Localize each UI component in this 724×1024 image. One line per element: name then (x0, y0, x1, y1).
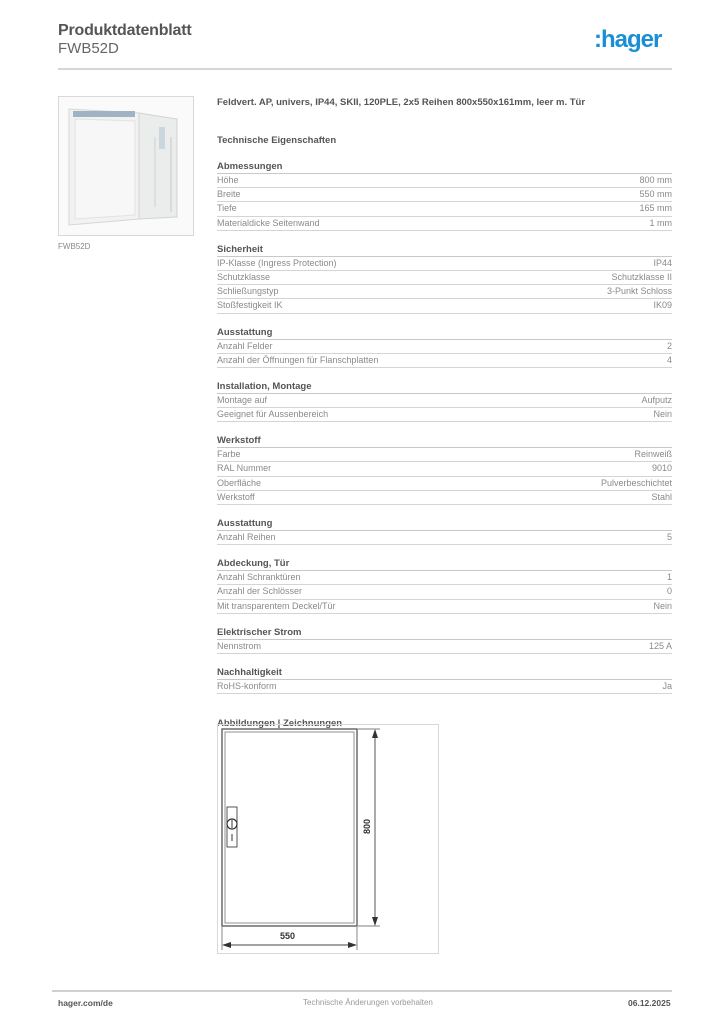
spec-row (217, 462, 672, 476)
section-title: Installation, Montage (217, 380, 672, 394)
spec-label: Oberfläche (217, 477, 262, 488)
cabinet-drawing-icon (218, 725, 438, 953)
section-title: Abmessungen (217, 160, 672, 174)
spec-value: Aufputz (641, 394, 672, 405)
spec-row (217, 640, 672, 654)
spec-value: Ja (662, 680, 672, 691)
tech-heading: Technische Eigenschaften (217, 135, 337, 146)
spec-section (217, 243, 672, 314)
spec-label: Werkstoff (217, 491, 255, 502)
section-title: Ausstattung (217, 517, 672, 531)
spec-value: 2 (666, 340, 672, 351)
section-title: Elektrischer Strom (217, 626, 672, 640)
section-title: Nachhaltigkeit (217, 666, 672, 680)
dimension-drawing (217, 724, 439, 954)
spec-row (217, 271, 672, 285)
spec-label: Anzahl Reihen (217, 532, 276, 542)
spec-row (217, 408, 672, 422)
figures-heading: Abbildungen | Zeichnungen (217, 718, 343, 730)
main-content (217, 96, 672, 729)
spec-label: Anzahl Schranktüren (217, 572, 301, 583)
spec-label: Anzahl Felder (217, 340, 273, 351)
spec-row (217, 680, 672, 694)
spec-label: Höhe (217, 175, 239, 185)
spec-value: 1 mm (649, 217, 672, 228)
spec-value: 9010 (651, 463, 672, 474)
spec-label: Geeignet für Aussenbereich (217, 409, 329, 420)
spec-label: Stoßfestigkeit IK (217, 300, 283, 311)
spec-label: Schließungstyp (217, 286, 279, 297)
spec-sections (217, 160, 672, 694)
spec-value: Stahl (651, 491, 672, 502)
spec-value: 1 (666, 572, 672, 583)
spec-value: Schutzklasse II (611, 271, 672, 282)
footer-website-link[interactable]: hager.com/de (58, 998, 113, 1008)
section-title: Werkstoff (217, 434, 672, 448)
spec-section (217, 517, 672, 545)
spec-section (217, 557, 672, 614)
spec-value: 800 mm (639, 175, 672, 185)
spec-label: Materialdicke Seitenwand (217, 217, 320, 228)
spec-value: Reinweiß (634, 449, 672, 460)
footer-notice: Technische Änderungen vorbehalten (303, 998, 433, 1007)
header-divider (58, 68, 672, 70)
hager-logo: :hager (594, 26, 662, 53)
spec-label: Schutzklasse (217, 271, 271, 282)
spec-label: RAL Nummer (217, 463, 272, 474)
page-title: Produktdatenblatt (58, 22, 192, 39)
section-title: Ausstattung (217, 326, 672, 340)
spec-label: Anzahl der Schlösser (217, 586, 303, 597)
spec-row (217, 202, 672, 216)
spec-label: Nennstrom (217, 640, 262, 651)
spec-value: IK09 (653, 300, 672, 311)
spec-row (217, 491, 672, 505)
section-title: Abdeckung, Tür (217, 557, 672, 571)
section-title: Sicherheit (217, 243, 672, 257)
spec-value: 5 (666, 532, 672, 542)
spec-row (217, 257, 672, 271)
spec-row (217, 585, 672, 599)
spec-row (217, 477, 672, 491)
spec-row (217, 394, 672, 408)
spec-value: Nein (653, 409, 672, 420)
cabinet-photo-icon (59, 97, 193, 235)
spec-row (217, 188, 672, 202)
spec-row (217, 354, 672, 368)
spec-label: Anzahl der Öffnungen für Flanschplatten (217, 354, 379, 365)
spec-row (217, 174, 672, 188)
product-image-caption: FWB52D (58, 242, 91, 251)
footer-divider (52, 990, 672, 992)
spec-row (217, 285, 672, 299)
spec-section (217, 434, 672, 505)
spec-value: 3-Punkt Schloss (606, 286, 672, 297)
product-code: FWB52D (58, 40, 119, 57)
spec-label: Tiefe (217, 203, 237, 214)
spec-value: 0 (666, 586, 672, 597)
spec-row (217, 571, 672, 585)
spec-label: Mit transparentem Deckel/Tür (217, 600, 336, 611)
width-dimension-label: 550 (280, 931, 296, 941)
spec-row (217, 299, 672, 313)
spec-label: Farbe (217, 449, 241, 460)
spec-value: 165 mm (639, 203, 672, 214)
spec-section (217, 666, 672, 694)
product-image (58, 96, 194, 236)
spec-section (217, 160, 672, 231)
spec-row (217, 217, 672, 231)
spec-value: 125 A (648, 640, 672, 651)
spec-label: Breite (217, 189, 241, 200)
spec-row (217, 531, 672, 545)
spec-label: IP-Klasse (Ingress Protection) (217, 257, 337, 268)
spec-row (217, 340, 672, 354)
height-dimension-label: 800 (362, 818, 372, 834)
spec-row (217, 448, 672, 462)
spec-value: IP44 (653, 257, 672, 268)
spec-section (217, 626, 672, 654)
spec-value: Nein (653, 600, 672, 611)
spec-value: 550 mm (639, 189, 672, 200)
spec-value: Pulverbeschichtet (600, 477, 672, 488)
footer-date: 06.12.2025 (628, 998, 671, 1008)
product-description: Feldvert. AP, univers, IP44, SKII, 120PLE, 2x5 Reihen 800x550x161mm, leer m. Tür (217, 97, 586, 108)
spec-section (217, 326, 672, 368)
spec-section (217, 380, 672, 422)
spec-label: RoHS-konform (217, 680, 277, 691)
spec-value: 4 (666, 354, 672, 365)
spec-label: Montage auf (217, 394, 268, 405)
spec-row (217, 600, 672, 614)
